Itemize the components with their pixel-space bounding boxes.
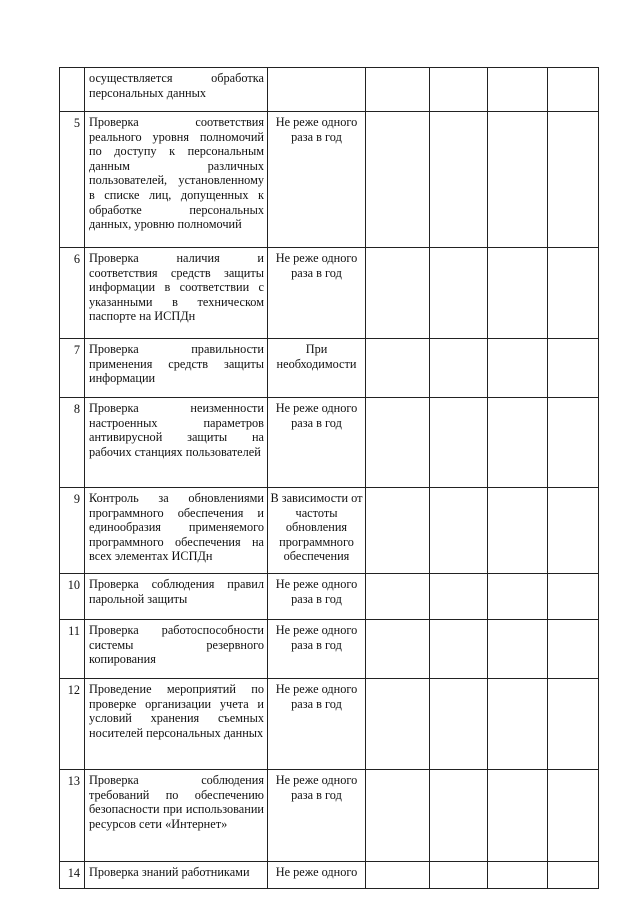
empty-cell <box>430 862 488 889</box>
empty-cell <box>488 679 548 770</box>
table-row <box>60 398 599 488</box>
measure-description: Проверка знаний работниками <box>85 862 268 889</box>
empty-cell <box>366 112 430 248</box>
measure-description: Проверка наличия и соответствия средств защиты информации в соответствии с указанными в техническом паспорте на ИСПДн <box>85 248 268 339</box>
measure-description: Контроль за обновлениями программного обеспечения и единообразия применяемого программного обеспечения на всех элементах ИСПДн <box>85 488 268 574</box>
empty-cell <box>488 112 548 248</box>
empty-cell <box>488 862 548 889</box>
control-measures-table <box>59 67 599 889</box>
row-number: 8 <box>60 398 85 488</box>
table-row <box>60 574 599 620</box>
row-number: 10 <box>60 574 85 620</box>
row-number: 9 <box>60 488 85 574</box>
empty-cell <box>366 862 430 889</box>
measure-frequency: Не реже одного <box>268 862 366 889</box>
empty-cell <box>548 679 599 770</box>
measure-frequency: При необходимости <box>268 339 366 398</box>
table-row <box>60 770 599 862</box>
empty-cell <box>548 248 599 339</box>
row-number: 12 <box>60 679 85 770</box>
empty-cell <box>366 620 430 679</box>
empty-cell <box>548 862 599 889</box>
empty-cell <box>430 620 488 679</box>
table-row <box>60 68 599 112</box>
empty-cell <box>488 248 548 339</box>
measure-description: Проверка соблюдения правил парольной защиты <box>85 574 268 620</box>
empty-cell <box>366 679 430 770</box>
empty-cell <box>366 339 430 398</box>
measure-frequency: В зависимости от частоты обновления программного обеспечения <box>268 488 366 574</box>
row-number: 13 <box>60 770 85 862</box>
empty-cell <box>548 488 599 574</box>
measure-frequency: Не реже одного раза в год <box>268 248 366 339</box>
row-number: 11 <box>60 620 85 679</box>
empty-cell <box>366 68 430 112</box>
empty-cell <box>366 248 430 339</box>
empty-cell <box>488 339 548 398</box>
empty-cell <box>548 112 599 248</box>
row-number: 6 <box>60 248 85 339</box>
measure-frequency <box>268 68 366 112</box>
empty-cell <box>366 488 430 574</box>
row-number: 5 <box>60 112 85 248</box>
empty-cell <box>430 770 488 862</box>
measure-frequency: Не реже одного раза в год <box>268 574 366 620</box>
row-number: 7 <box>60 339 85 398</box>
empty-cell <box>548 770 599 862</box>
empty-cell <box>548 68 599 112</box>
measure-description: осуществляется обработка персональных данных <box>85 68 268 112</box>
empty-cell <box>548 574 599 620</box>
empty-cell <box>548 339 599 398</box>
table-row <box>60 488 599 574</box>
measure-description: Проверка неизменности настроенных параметров антивирусной защиты на рабочих станциях пользователей <box>85 398 268 488</box>
empty-cell <box>488 488 548 574</box>
measure-frequency: Не реже одного раза в год <box>268 679 366 770</box>
table-row <box>60 862 599 889</box>
empty-cell <box>430 68 488 112</box>
empty-cell <box>488 574 548 620</box>
empty-cell <box>548 620 599 679</box>
empty-cell <box>488 68 548 112</box>
empty-cell <box>430 679 488 770</box>
empty-cell <box>430 574 488 620</box>
empty-cell <box>548 398 599 488</box>
empty-cell <box>430 398 488 488</box>
measure-description: Проверка правильности применения средств защиты информации <box>85 339 268 398</box>
measure-frequency: Не реже одного раза в год <box>268 770 366 862</box>
table-row <box>60 620 599 679</box>
table-row <box>60 248 599 339</box>
empty-cell <box>430 339 488 398</box>
table-row <box>60 112 599 248</box>
empty-cell <box>488 770 548 862</box>
row-number <box>60 68 85 112</box>
measure-description: Проведение мероприятий по проверке организации учета и условий хранения съемных носителей персональных данных <box>85 679 268 770</box>
empty-cell <box>430 248 488 339</box>
empty-cell <box>488 398 548 488</box>
empty-cell <box>366 574 430 620</box>
measure-frequency: Не реже одного раза в год <box>268 620 366 679</box>
measure-description: Проверка работоспособности системы резервного копирования <box>85 620 268 679</box>
table-row <box>60 679 599 770</box>
table-row <box>60 339 599 398</box>
measure-frequency: Не реже одного раза в год <box>268 112 366 248</box>
empty-cell <box>488 620 548 679</box>
empty-cell <box>366 398 430 488</box>
empty-cell <box>366 770 430 862</box>
measure-description: Проверка соблюдения требований по обеспечению безопасности при использовании ресурсов сети «Интернет» <box>85 770 268 862</box>
row-number: 14 <box>60 862 85 889</box>
empty-cell <box>430 112 488 248</box>
empty-cell <box>430 488 488 574</box>
measure-description: Проверка соответствия реального уровня полномочий по доступу к персональным данным различных пользователей, установленному в списке лиц, допущенных к обработке персональных данных, уровню полномочий <box>85 112 268 248</box>
measure-frequency: Не реже одного раза в год <box>268 398 366 488</box>
